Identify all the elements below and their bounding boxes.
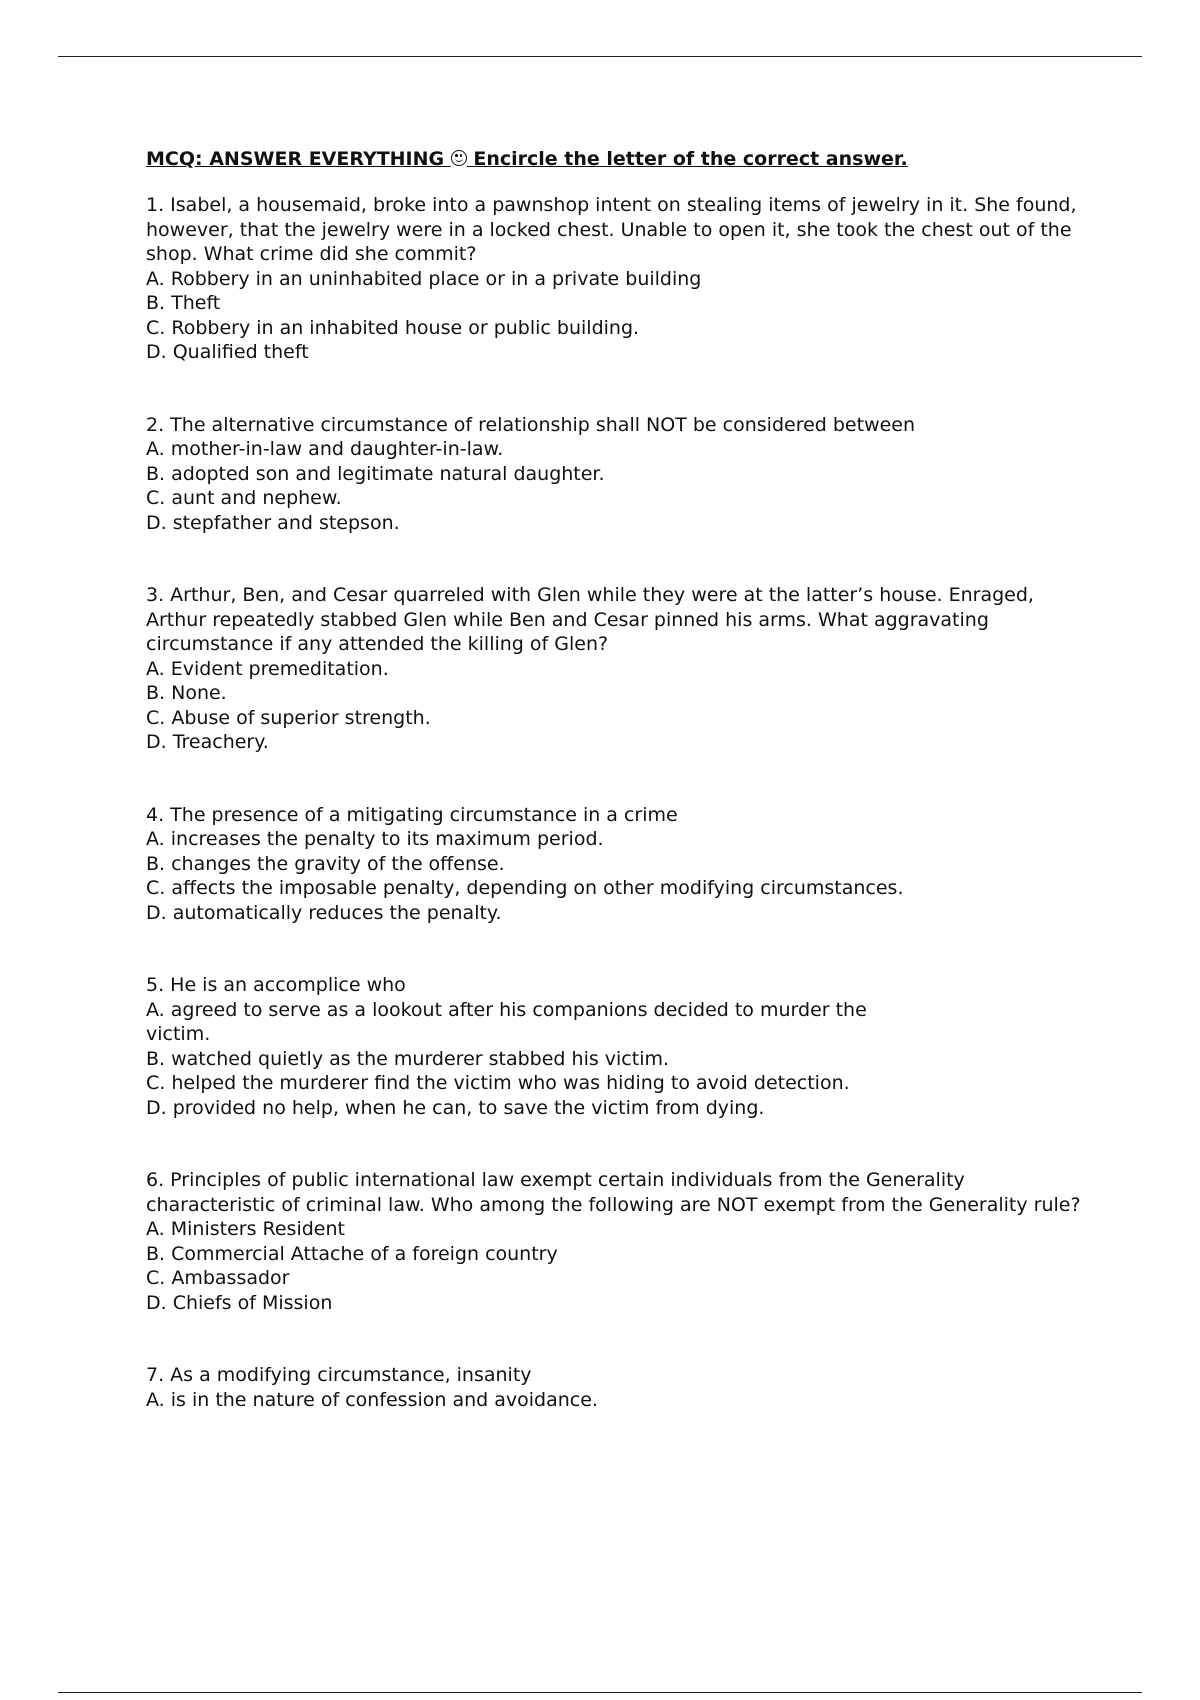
question-stem: 5. He is an accomplice who [146, 974, 406, 996]
question-7 [146, 1363, 1096, 1412]
top-divider [58, 56, 1142, 57]
answer-option-c[interactable]: C. Ambassador [146, 1267, 290, 1289]
heading-text-end: Encircle the letter of the correct answer. [466, 148, 908, 170]
question-stem: 4. The presence of a mitigating circumstance in a crime [146, 803, 678, 826]
answer-option-a[interactable]: A. Evident premeditation. [146, 657, 389, 680]
answer-option-a[interactable]: A. agreed to serve as a lookout after his companions decided to murder the victim. [146, 998, 867, 1045]
answer-option-c[interactable]: C. affects the imposable penalty, depending on other modifying circumstances. [146, 877, 904, 899]
answer-option-d[interactable]: D. stepfather and stepson. [146, 511, 400, 534]
answer-option-c[interactable]: C. Robbery in an inhabited house or public building. [146, 316, 640, 339]
answer-option-b[interactable]: B. None. [146, 682, 227, 704]
question-5 [146, 973, 1096, 1120]
answer-option-d[interactable]: D. Qualified theft [146, 341, 309, 363]
answer-option-a[interactable]: A. is in the nature of confession and avoidance. [146, 1388, 598, 1411]
heading-text-start: MCQ: ANSWER EVERYTHING [146, 148, 451, 170]
question-2 [146, 413, 1096, 536]
question-stem: 3. Arthur, Ben, and Cesar quarreled with Glen while they were at the latter’s house. Enraged, Arthur repeatedly stabbed Glen while Ben and Cesar pinned his arms. What aggravating circumstance if any attended the killing of Glen? [146, 584, 1034, 655]
question-3 [146, 583, 1096, 755]
question-1 [146, 193, 1096, 365]
answer-option-a[interactable]: A. mother-in-law and daughter-in-law. [146, 438, 504, 460]
answer-option-b[interactable]: B. changes the gravity of the offense. [146, 852, 505, 875]
answer-option-c[interactable]: C. helped the murderer find the victim who was hiding to avoid detection. [146, 1072, 850, 1094]
answer-option-d[interactable]: D. Treachery. [146, 731, 269, 753]
answer-option-c[interactable]: C. aunt and nephew. [146, 487, 342, 509]
answer-option-b[interactable]: B. watched quietly as the murderer stabbed his victim. [146, 1047, 670, 1070]
answer-option-c[interactable]: C. Abuse of superior strength. [146, 706, 431, 729]
question-stem: 7. As a modifying circumstance, insanity [146, 1364, 532, 1386]
answer-option-a[interactable]: A. increases the penalty to its maximum period. [146, 828, 604, 850]
question-stem: 1. Isabel, a housemaid, broke into a pawnshop intent on stealing items of jewelry in it. She found, however, that the jewelry were in a locked chest. Unable to open it, she took the chest out of the shop. What crime did she commit? [146, 194, 1077, 265]
answer-option-b[interactable]: B. Theft [146, 292, 221, 314]
answer-option-d[interactable]: D. automatically reduces the penalty. [146, 901, 502, 924]
page-heading [146, 146, 1096, 172]
answer-option-d[interactable]: D. provided no help, when he can, to save the victim from dying. [146, 1096, 765, 1119]
question-stem: 6. Principles of public international law exempt certain individuals from the Generality characteristic of criminal law. Who among the following are NOT exempt from the Generality rule? [146, 1169, 1081, 1216]
answer-option-b[interactable]: B. Commercial Attache of a foreign country [146, 1242, 558, 1265]
answer-option-b[interactable]: B. adopted son and legitimate natural daughter. [146, 462, 605, 485]
answer-option-d[interactable]: D. Chiefs of Mission [146, 1291, 333, 1314]
question-4 [146, 803, 1096, 926]
question-stem: 2. The alternative circumstance of relationship shall NOT be considered between [146, 413, 916, 436]
smiley-face-icon [451, 150, 467, 166]
answer-option-a[interactable]: A. Ministers Resident [146, 1218, 345, 1240]
question-6 [146, 1168, 1096, 1315]
bottom-divider [58, 1692, 1142, 1693]
document-body [146, 146, 1096, 1412]
answer-option-a[interactable]: A. Robbery in an uninhabited place or in a private building [146, 267, 702, 290]
